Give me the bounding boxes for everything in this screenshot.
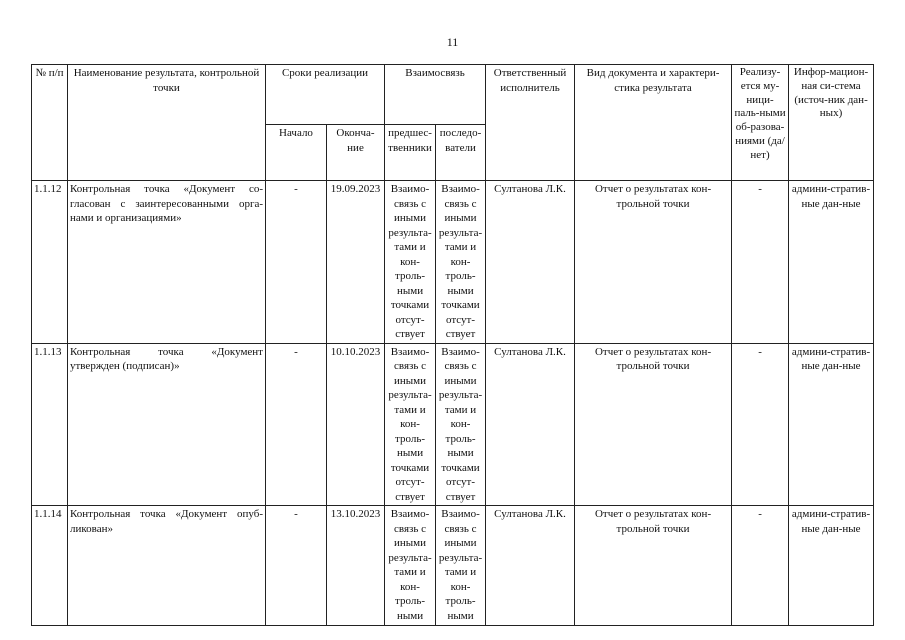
row-municipal: - [732,506,789,626]
table-row [32,181,874,344]
row-responsible: Султанова Л.К. [486,506,575,626]
row-municipal: - [732,181,789,344]
control-points-table [31,64,874,626]
row-successors: Взаимо-связь с иными результа-тами и кон-троль-ными точками отсут-ствует [436,343,486,506]
row-successors: Взаимо-связь с иными результа-тами и кон-троль-ными точками отсут-ствует [436,181,486,344]
row-doc-type: Отчет о результатах кон-трольной точки [575,181,732,344]
page-number: 11 [446,35,459,49]
header-end: Оконча-ние [327,125,385,181]
row-number: 1.1.12 [32,181,68,344]
header-info-system: Инфор-мацион-ная си-стема (источ-ник дан-ных) [789,65,874,181]
row-predecessors: Взаимо-связь с иными результа-тами и кон-троль-ными точками отсут-ствует [385,343,436,506]
row-start: - [266,181,327,344]
row-end: 10.10.2023 [327,343,385,506]
row-name: Контрольная точка «Документ со-гласован с заинтересованными орга-нами и организациями» [68,181,266,344]
row-responsible: Султанова Л.К. [486,181,575,344]
header-num: № п/п [32,65,68,181]
row-start: - [266,343,327,506]
row-info-system: админи-стратив-ные дан-ные [789,506,874,626]
row-number: 1.1.14 [32,506,68,626]
row-municipal: - [732,343,789,506]
table-row [32,506,874,626]
row-doc-type: Отчет о результатах кон-трольной точки [575,343,732,506]
row-name: Контрольная точка «Документ утвержден (подписан)» [68,343,266,506]
row-info-system: админи-стратив-ные дан-ные [789,181,874,344]
header-successors: последо-ватели [436,125,486,181]
row-info-system: админи-стратив-ные дан-ные [789,343,874,506]
row-responsible: Султанова Л.К. [486,343,575,506]
row-number: 1.1.13 [32,343,68,506]
header-name: Наименование результата, контрольной точки [68,65,266,181]
row-successors: Взаимо-связь с иными результа-тами и кон-троль-ными [436,506,486,626]
row-predecessors: Взаимо-связь с иными результа-тами и кон-троль-ными [385,506,436,626]
row-doc-type: Отчет о результатах кон-трольной точки [575,506,732,626]
row-start: - [266,506,327,626]
header-terms: Сроки реализации [266,65,385,125]
table-row [32,343,874,506]
row-end: 19.09.2023 [327,181,385,344]
row-end: 13.10.2023 [327,506,385,626]
row-predecessors: Взаимо-связь с иными результа-тами и кон-троль-ными точками отсут-ствует [385,181,436,344]
header-municipal: Реализу-ется му-ници-паль-ными об-разова-ниями (да/нет) [732,65,789,181]
header-predecessors: предшес-твенники [385,125,436,181]
row-name: Контрольная точка «Документ опуб-ликован» [68,506,266,626]
header-relation: Взаимосвязь [385,65,486,125]
header-start: Начало [266,125,327,181]
header-doc-type: Вид документа и характери-стика результата [575,65,732,181]
header-responsible: Ответственный исполнитель [486,65,575,181]
